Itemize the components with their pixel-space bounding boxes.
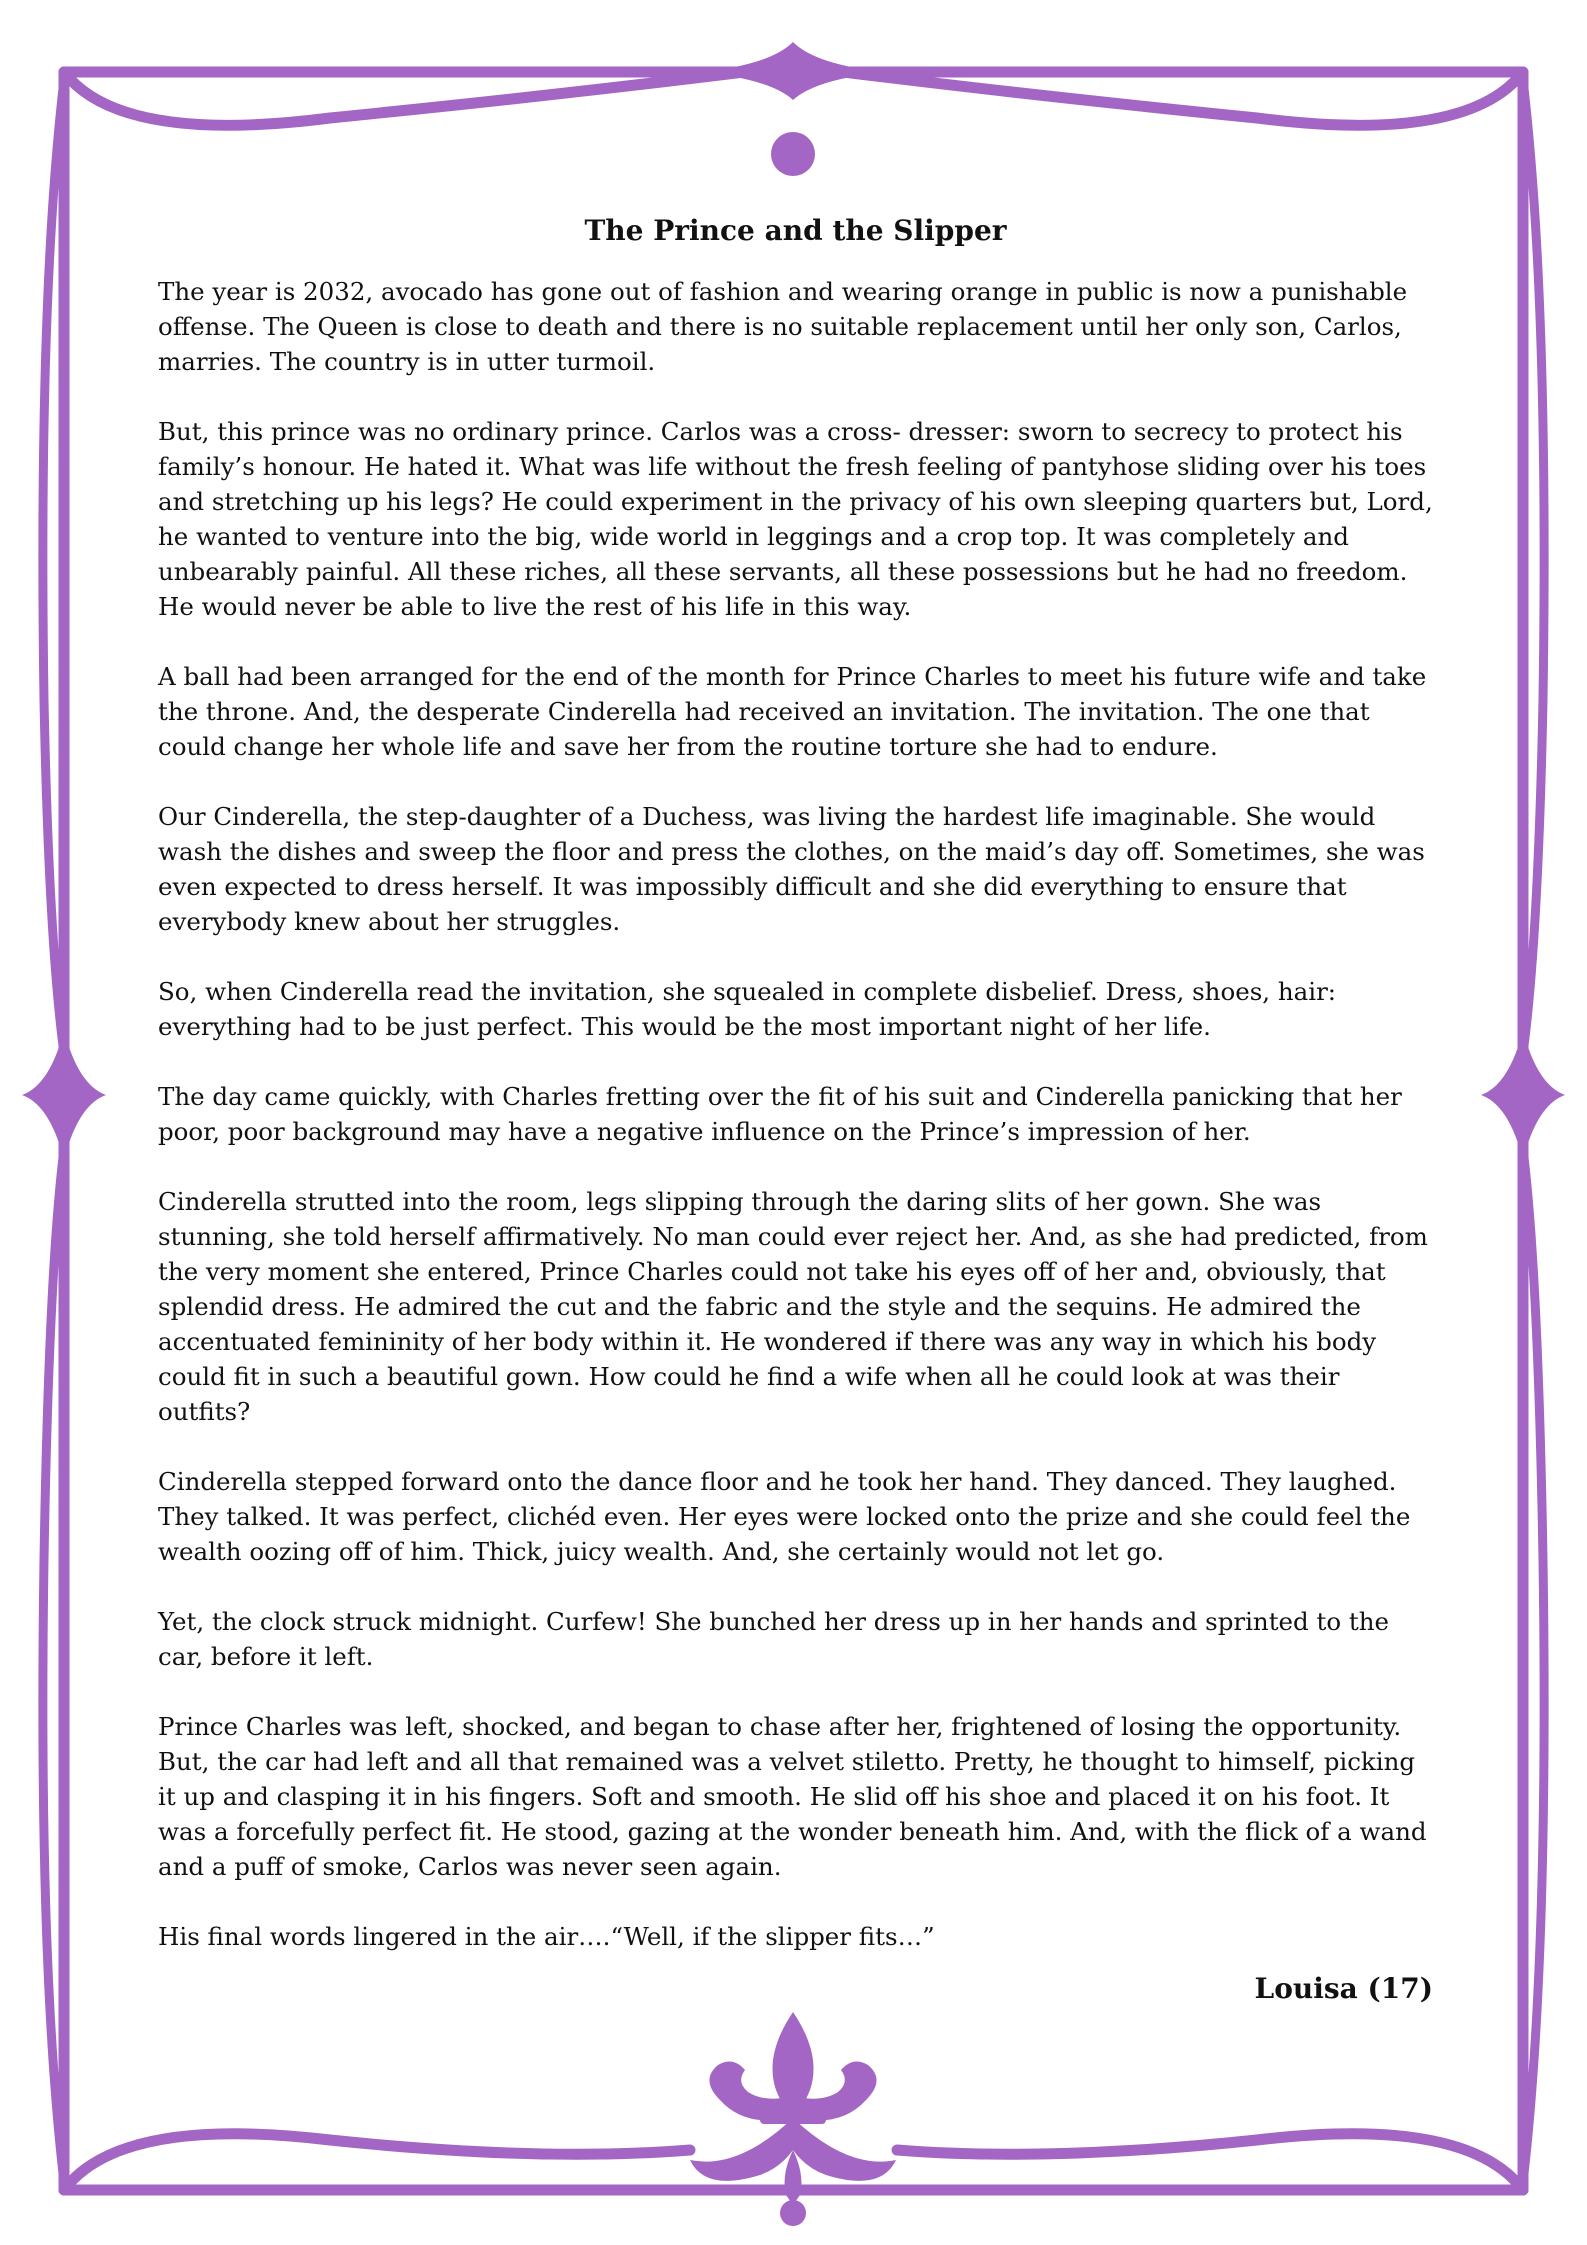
frame-top-left-swoop bbox=[64, 70, 760, 125]
story-paragraph: But, this prince was no ordinary prince. Carlos was a cross- dresser: sworn to secrecy to protect his family’s honour. He hated it. What was life without the fresh feeling of pantyhose sliding over his toes and stretching up his legs? He could experiment in the privacy of his own sleeping quarters but, Lord, he wanted to venture into the big, wide world in leggings and a crop top. It was completely and unbearably painful. All these riches, all these servants, all these possessions but he had no freedom. He would never be able to live the rest of his life in this way. bbox=[158, 417, 1433, 621]
story-paragraph: Our Cinderella, the step-daughter of a Duchess, was living the hardest life imaginable. She would wash the dishes and sweep the floor and press the clothes, on the maid’s day off. Sometimes, she was even expected to dress herself. It was impossibly difficult and she did everything to ensure that everybody knew about her struggles. bbox=[158, 802, 1425, 936]
frame-top-dot bbox=[771, 132, 815, 176]
story-paragraph: Yet, the clock struck midnight. Curfew! She bunched her dress up in her hands and sprinted to the car, before it left. bbox=[158, 1607, 1390, 1671]
frame-right-ornament bbox=[1481, 1030, 1565, 1160]
frame-top-right-swoop bbox=[827, 70, 1523, 125]
story-content bbox=[158, 210, 1433, 2009]
frame-bottom-left-swoop bbox=[64, 2134, 690, 2190]
story-paragraph: The year is 2032, avocado has gone out of fashion and wearing orange in public is now a punishable offense. The Queen is close to death and there is no suitable replacement until her only son, Carlos, marries. The country is in utter turmoil. bbox=[158, 277, 1408, 376]
story-paragraph: Prince Charles was left, shocked, and began to chase after her, frightened of losing the opportunity. But, the car had left and all that remained was a velvet stiletto. Pretty, he thought to himself, picking it up and clasping it in his fingers. Soft and smooth. He slid off his shoe and placed it on his foot. It was a forcefully perfect fit. He stood, gazing at the wonder beneath him. And, with the flick of a wand and a puff of smoke, Carlos was never seen again. bbox=[158, 1712, 1427, 1881]
story-author: Louisa (17) bbox=[1254, 1972, 1433, 2005]
frame-bottom-right-swoop bbox=[897, 2134, 1523, 2190]
story-title: The Prince and the Slipper bbox=[584, 214, 1007, 247]
story-paragraph: So, when Cinderella read the invitation, she squealed in complete disbelief. Dress, shoes, hair: everything had to be just perfect. This would be the most important night of her life. bbox=[158, 977, 1337, 1041]
story-paragraph: His final words lingered in the air….“Well, if the slipper fits…” bbox=[158, 1922, 935, 1951]
frame-top-ornament bbox=[700, 42, 886, 100]
story-paragraph: A ball had been arranged for the end of the month for Prince Charles to meet his future wife and take the throne. And, the desperate Cinderella had received an invitation. The invitation. The one that could change her whole life and save her from the routine torture she had to endure. bbox=[158, 662, 1427, 761]
frame-left-ornament bbox=[22, 1030, 106, 1160]
story-paragraph: Cinderella strutted into the room, legs slipping through the daring slits of her gown. She was stunning, she told herself affirmatively. No man could ever reject her. And, as she had predicted, from the very moment she entered, Prince Charles could not take his eyes off of her and, obviously, that splendid dress. He admired the cut and the fabric and the style and the sequins. He admired the accentuated femininity of her body within it. He wondered if there was any way in which his body could fit in such a beautiful gown. How could he find a wife when all he could look at was their outfits? bbox=[158, 1187, 1428, 1426]
story-paragraph: Cinderella stepped forward onto the dance floor and he took her hand. They danced. They laughed. They talked. It was perfect, clichéd even. Her eyes were locked onto the prize and she could feel the wealth oozing off of him. Thick, juicy wealth. And, she certainly would not let go. bbox=[158, 1467, 1411, 1566]
story-paragraph: The day came quickly, with Charles fretting over the fit of his suit and Cinderella panicking that her poor, poor background may have a negative influence on the Prince’s impression of her. bbox=[158, 1082, 1402, 1146]
